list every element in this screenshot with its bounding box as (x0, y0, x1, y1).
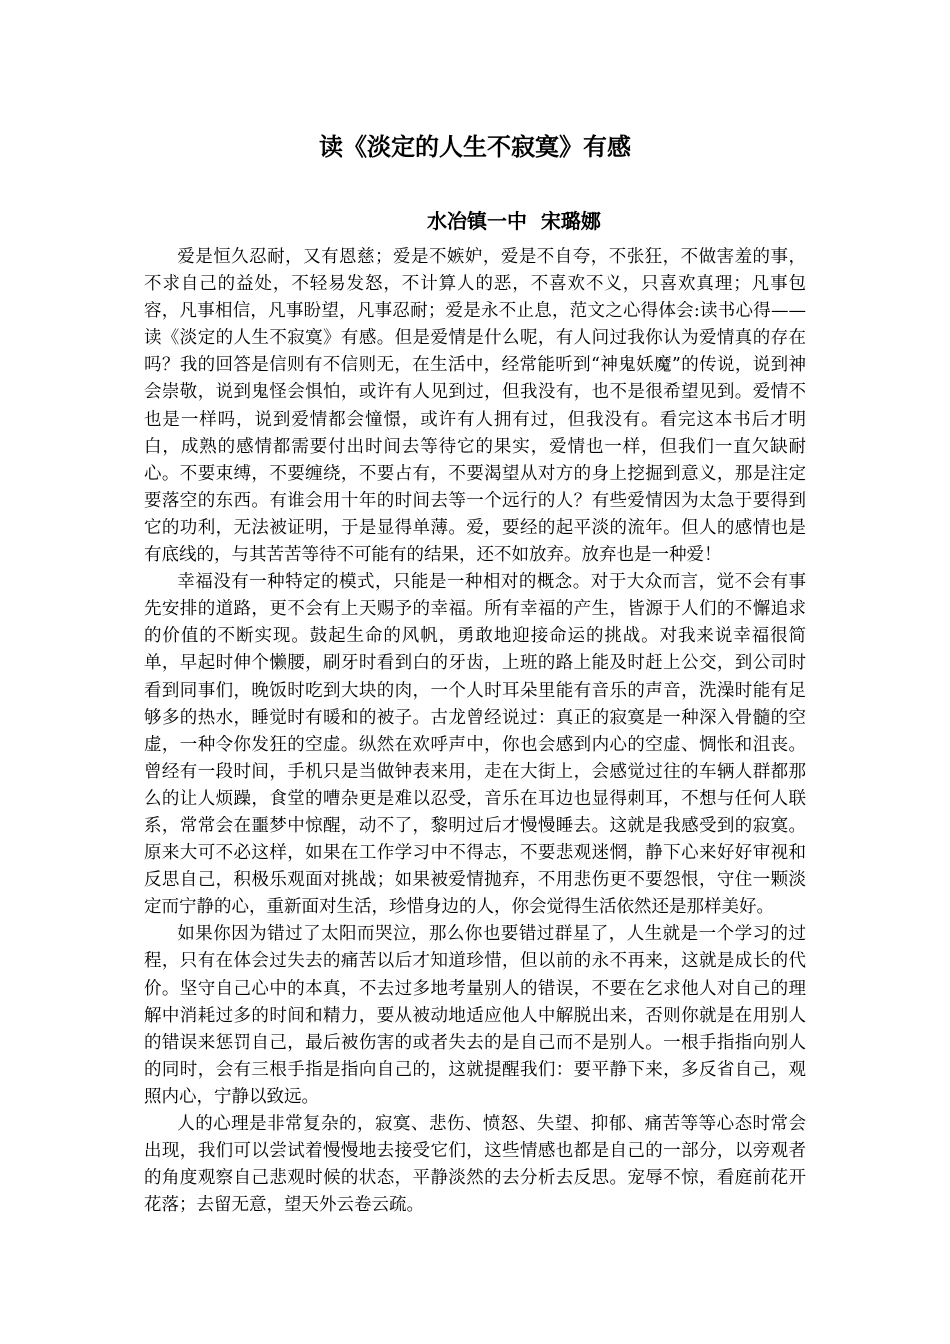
document-author: 水冶镇一中 宋璐娜 (427, 209, 601, 233)
paragraph: 爱是恒久忍耐，又有恩慈；爱是不嫉妒，爱是不自夸，不张狂，不做害羞的事，不求自己的益处，不轻易发怒，不计算人的恶，不喜欢不义，只喜欢真理；凡事包容，凡事相信，凡事盼望，凡事忍耐；爱是永不止息，范文之心得体会:读书心得——读《淡定的人生不寂寞》有感。但是爱情是什么呢，有人问过我你认为爱情真的存在吗？我的回答是信则有不信则无，在生活中，经常能听到“神鬼妖魔”的传说，说到神会崇敬，说到鬼怪会惧怕，或许有人见到过，但我没有，也不是很希望见到。爱情不也是一样吗，说到爱情都会憧憬，或许有人拥有过，但我没有。看完这本书后才明白，成熟的感情都需要付出时间去等待它的果实，爱情也一样，但我们一直欠缺耐心。不要束缚，不要缠绕，不要占有，不要渴望从对方的身上挖掘到意义，那是注定要落空的东西。有谁会用十年的时间去等一个远行的人？有些爱情因为太急于要得到它的功利，无法被证明，于是显得单薄。爱，要经的起平淡的流年。但人的感情也是有底线的，与其苦苦等待不可能有的结果，还不如放弃。放弃也是一种爱！ (144, 247, 806, 566)
paragraph: 如果你因为错过了太阳而哭泣，那么你也要错过群星了，人生就是一个学习的过程，只有在体会过失去的痛苦以后才知道珍惜，但以前的永不再来，这就是成长的代价。坚守自己心中的本真，不去过多地考量别人的错误，不要在乞求他人对自己的理解中消耗过多的时间和精力，要从被动地适应他人中解脱出来，否则你就是在用别人的错误来惩罚自己，最后被伤害的或者失去的是自己而不是别人。一根手指指向别人的同时，会有三根手指是指向自己的，这就提醒我们：要平静下来，多反省自己，观照内心，宁静以致远。 (144, 924, 806, 1107)
document-title: 读《淡定的人生不寂寞》有感 (319, 133, 631, 161)
paragraph: 幸福没有一种特定的模式，只能是一种相对的概念。对于大众而言，觉不会有事先安排的道路，更不会有上天赐予的幸福。所有幸福的产生，皆源于人们的不懈追求的价值的不断实现。鼓起生命的风帆，勇敢地迎接命运的挑战。对我来说幸福很简单，早起时伸个懒腰，刷牙时看到白的牙齿，上班的路上能及时赶上公交，到公司时看到同事们，晚饭时吃到大块的肉，一个人时耳朵里能有音乐的声音，洗澡时能有足够多的热水，睡觉时有暖和的被子。古龙曾经说过：真正的寂寞是一种深入骨髓的空虚，一种令你发狂的空虚。纵然在欢呼声中，你也会感到内心的空虚、惆怅和沮丧。曾经有一段时间，手机只是当做钟表来用，走在大街上，会感觉过往的车辆人群都那么的让人烦躁，食堂的嘈杂更是难以忍受，音乐在耳边也显得刺耳，不想与任何人联系，常常会在噩梦中惊醒，动不了，黎明过后才慢慢睡去。这就是我感受到的寂寞。原来大可不必这样，如果在工作学习中不得志，不要悲观迷惘，静下心来好好审视和反思自己，积极乐观面对挑战；如果被爱情抛弃，不用悲伤更不要怨恨，守住一颗淡定而宁静的心，重新面对生活，珍惜身边的人，你会觉得生活依然还是那样美好。 (144, 572, 806, 918)
paragraph: 人的心理是非常复杂的，寂寞、悲伤、愤怒、失望、抑郁、痛苦等等心态时常会出现，我们可以尝试着慢慢地去接受它们，这些情感也都是自己的一部分，以旁观者的角度观察自己悲观时候的状态，平静淡然的去分析去反思。宠辱不惊，看庭前花开花落；去留无意，望天外云卷云疏。 (144, 1114, 806, 1216)
document-body (144, 244, 806, 1219)
